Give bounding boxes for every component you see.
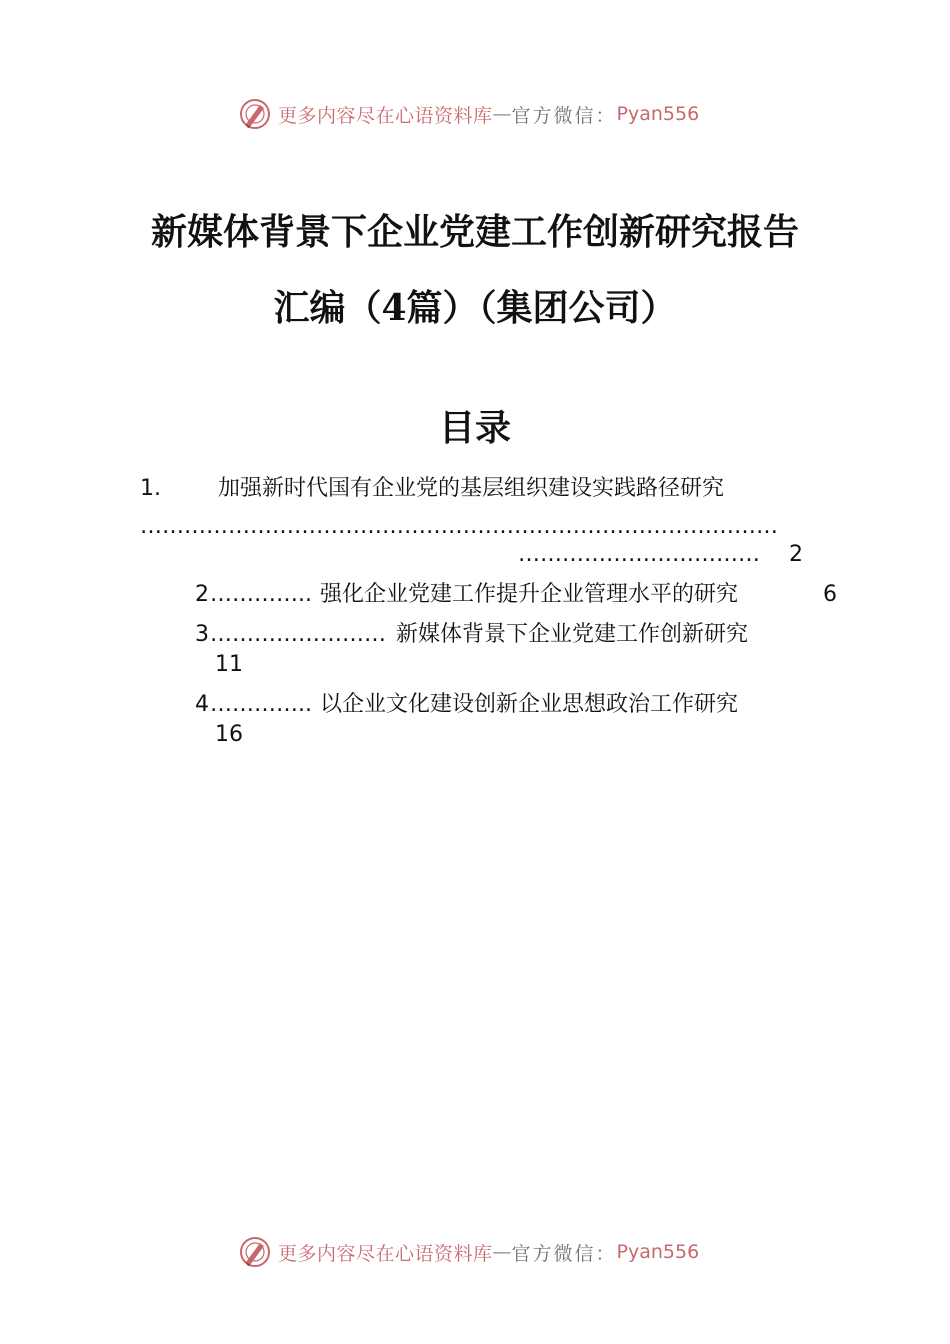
banner-dash: —: [492, 103, 512, 125]
toc-entry-4-number[interactable]: 4: [195, 692, 209, 717]
banner-dash: —: [492, 1241, 512, 1263]
document-title-line-1: 新媒体背景下企业党建工作创新研究报告: [150, 211, 799, 253]
header-banner: [238, 96, 699, 132]
toc-entry-2-title[interactable]: 强化企业党建工作提升企业管理水平的研究: [320, 582, 739, 607]
toc-entry-4-leader: …………..: [210, 692, 312, 717]
banner-middle: 官方微信：: [511, 1242, 617, 1265]
toc-entry-3-number[interactable]: 3: [195, 622, 209, 647]
toc-entry-4-page[interactable]: 16: [215, 722, 243, 747]
footer-banner: [238, 1234, 699, 1270]
banner-wechat-id: Pyan556: [616, 1241, 700, 1263]
banner-wechat-id: Pyan556: [616, 103, 700, 125]
toc-entry-2-number[interactable]: 2: [195, 582, 209, 607]
toc-entry-1-leader-line-1: ……………………………………………………………………………: [140, 514, 778, 539]
toc-entry-2-page[interactable]: 6: [823, 582, 837, 607]
toc-entry-2-leader: …………..: [210, 582, 312, 607]
toc-entry-3-leader: ……………………: [210, 622, 386, 647]
toc-entry-3-title[interactable]: 新媒体背景下企业党建工作创新研究: [396, 622, 749, 647]
toc-entry-4-title[interactable]: 以企业文化建设创新企业思想政治工作研究: [320, 692, 739, 717]
banner-prefix: 更多内容尽在心语资料库: [278, 104, 493, 127]
pen-logo-icon: [238, 97, 272, 131]
pen-logo-icon: [238, 1235, 272, 1269]
toc-entry-1-leader-line-2: ……………………………: [518, 542, 760, 567]
toc-entry-1-number[interactable]: 1.: [140, 476, 161, 501]
toc-entry-1-title[interactable]: 加强新时代国有企业党的基层组织建设实践路径研究: [218, 476, 725, 501]
toc-entry-1-page[interactable]: 2: [789, 542, 803, 567]
banner-middle: 官方微信：: [511, 104, 617, 127]
toc-heading: 目录: [438, 407, 511, 449]
toc-entry-3-page[interactable]: 11: [215, 652, 243, 677]
document-title-line-2: 汇编（4篇）（集团公司）: [273, 287, 677, 329]
banner-prefix: 更多内容尽在心语资料库: [278, 1242, 493, 1265]
